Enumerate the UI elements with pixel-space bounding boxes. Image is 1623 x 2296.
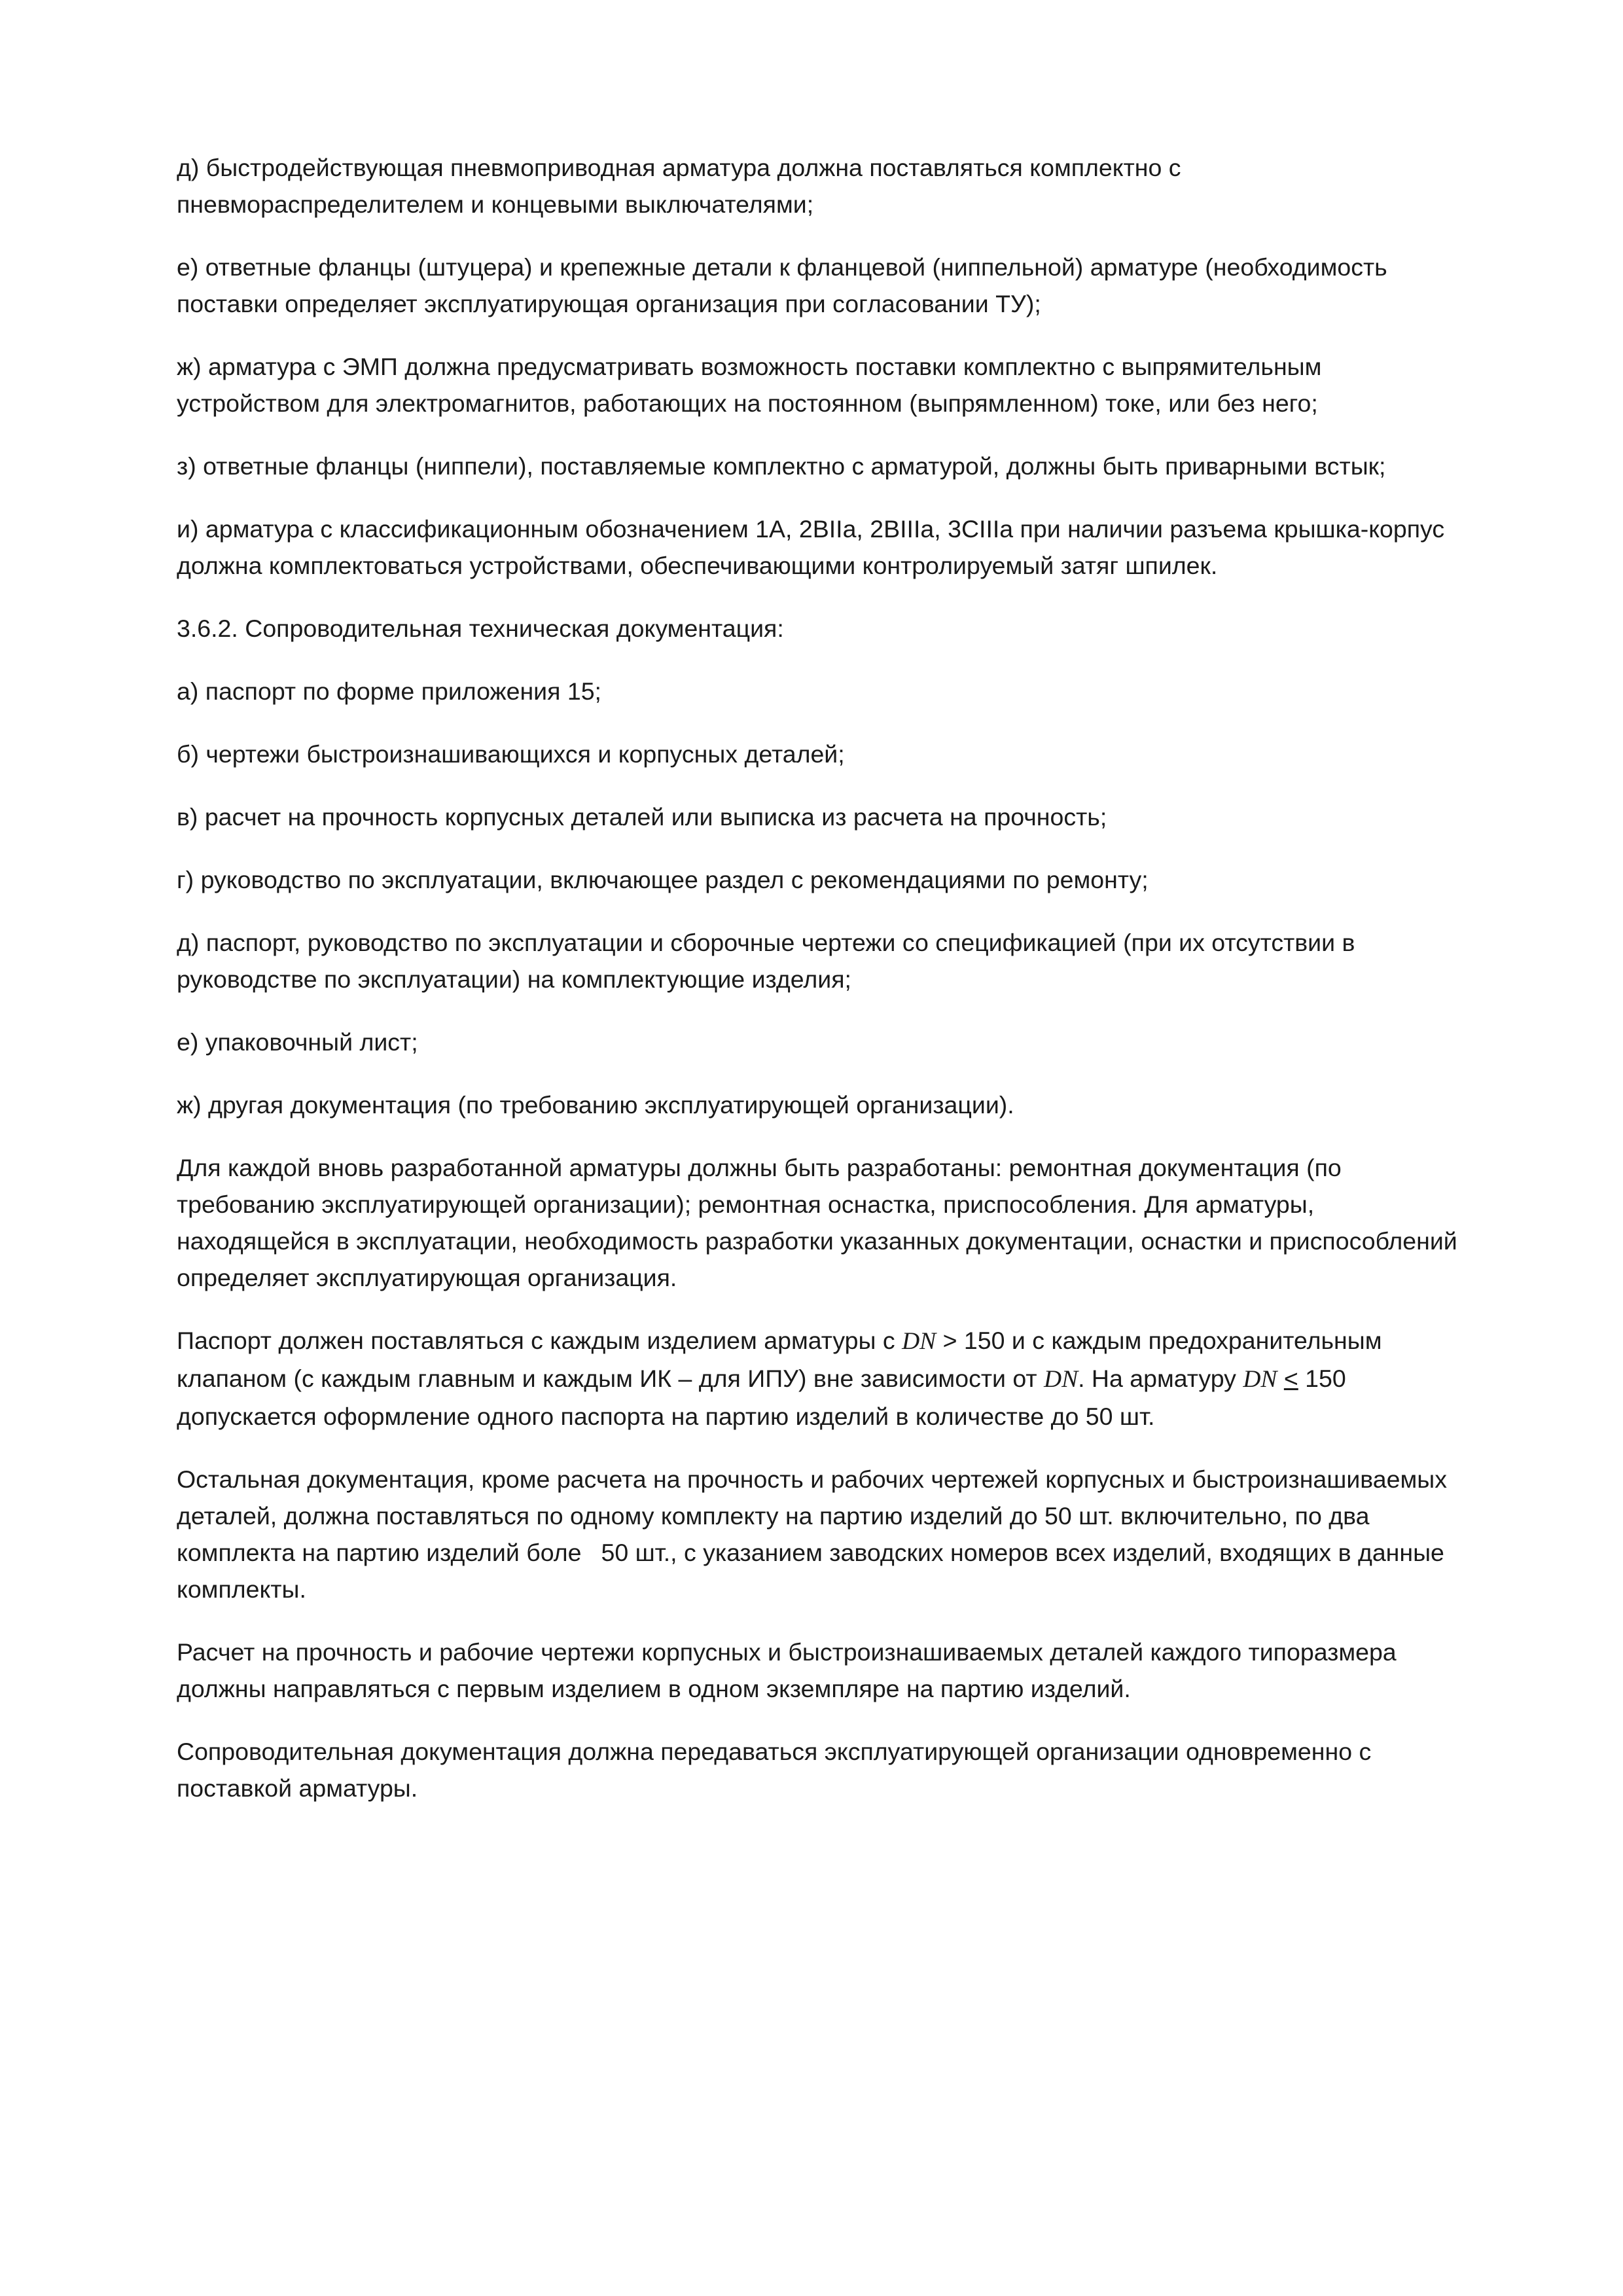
paragraph-item-i-classification: и) арматура с классификационным обозначением 1А, 2ВIIа, 2ВIIIа, 3СIIIа при наличии разъема крышка-корпус должна комплектоваться устройствами, обеспечивающими контролируемый затяг шпилек.	[177, 515, 1445, 579]
quantity-text-2: 50 шт., с указанием заводских номеров всех изделий, входящих в данные комплекты.	[177, 1539, 1444, 1603]
passport-text-2: > 150 и с каждым предохранительным клапаном (с каждым главным и каждым ИК – для ИПУ) вне зависимости от	[177, 1327, 1382, 1392]
section-heading-3-6-2: 3.6.2. Сопроводительная техническая документация:	[177, 615, 784, 642]
passport-text-3: . На арматуру	[1078, 1365, 1243, 1392]
list-item-b-drawings: б) чертежи быстроизнашивающихся и корпусных деталей;	[177, 740, 845, 768]
list-item-a-passport: а) паспорт по форме приложения 15;	[177, 677, 601, 705]
paragraph-repair-docs: Для каждой вновь разработанной арматуры должны быть разработаны: ремонтная документация (по требованию эксплуатирующей организации); ремонтная оснастка, приспособления. Для арматуры, находящейся в эксплуатации, необходимость разработки указанных документации, оснастки и приспособлений определяет эксплуатирующая организация.	[177, 1154, 1457, 1291]
paragraph-item-z-welded-flanges: з) ответные фланцы (ниппели), поставляемые комплектно с арматурой, должны быть приварными встык;	[177, 452, 1386, 480]
paragraph-passport-rules	[177, 1322, 1459, 1435]
passport-text-1: Паспорт должен поставляться с каждым изделием арматуры с	[177, 1327, 902, 1354]
document-body	[177, 149, 1459, 1833]
list-item-e-packing-list: е) упаковочный лист;	[177, 1028, 418, 1056]
paragraph-item-zh-emp: ж) арматура с ЭМП должна предусматривать возможность поставки комплектно с выпрямительным устройством для электромагнитов, работающих на постоянном (выпрямленном) токе, или без него;	[177, 353, 1322, 417]
paragraph-strength-calc-delivery: Расчет на прочность и рабочие чертежи корпусных и быстроизнашиваемых деталей каждого типоразмера должны направляться с первым изделием в одном экземпляре на партию изделий.	[177, 1638, 1397, 1702]
dn-symbol: DN	[902, 1328, 936, 1355]
paragraph-item-e-flanges: е) ответные фланцы (штуцера) и крепежные детали к фланцевой (ниппельной) арматуре (необходимость поставки определяет эксплуатирующая организация при согласовании ТУ);	[177, 253, 1387, 317]
paragraph-item-d-pneumatic: д) быстродействующая пневмоприводная арматура должна поставляться комплектно с пневмораспределителем и концевыми выключателями;	[177, 154, 1181, 218]
list-item-d-components: д) паспорт, руководство по эксплуатации и сборочные чертежи со спецификацией (при их отсутствии в руководстве по эксплуатации) на комплектующие изделия;	[177, 929, 1355, 993]
dn-symbol: DN	[1243, 1366, 1277, 1393]
paragraph-docs-handover: Сопроводительная документация должна передаваться эксплуатирующей организации одновременно с поставкой арматуры.	[177, 1738, 1372, 1802]
list-item-v-strength-calc: в) расчет на прочность корпусных деталей или выписка из расчета на прочность;	[177, 803, 1107, 831]
passport-text-4: 150 допускается оформление одного паспорта на партию изделий в количестве до 50 шт.	[177, 1365, 1346, 1430]
list-item-g-manual: г) руководство по эксплуатации, включающее раздел с рекомендациями по ремонту;	[177, 866, 1149, 893]
paragraph-other-docs-quantity	[177, 1461, 1459, 1607]
list-item-zh-other-docs: ж) другая документация (по требованию эксплуатирующей организации).	[177, 1091, 1014, 1119]
dn-symbol: DN	[1044, 1366, 1079, 1393]
quantity-text-1: Остальная документация, кроме расчета на прочность и рабочих чертежей корпусных и быстроизнашиваемых деталей, должна поставляться по одному комплекту на партию изделий до 50 шт. включительно, по два комплекта на партию изделий боле	[177, 1465, 1447, 1566]
less-or-equal-symbol: <	[1283, 1365, 1298, 1392]
